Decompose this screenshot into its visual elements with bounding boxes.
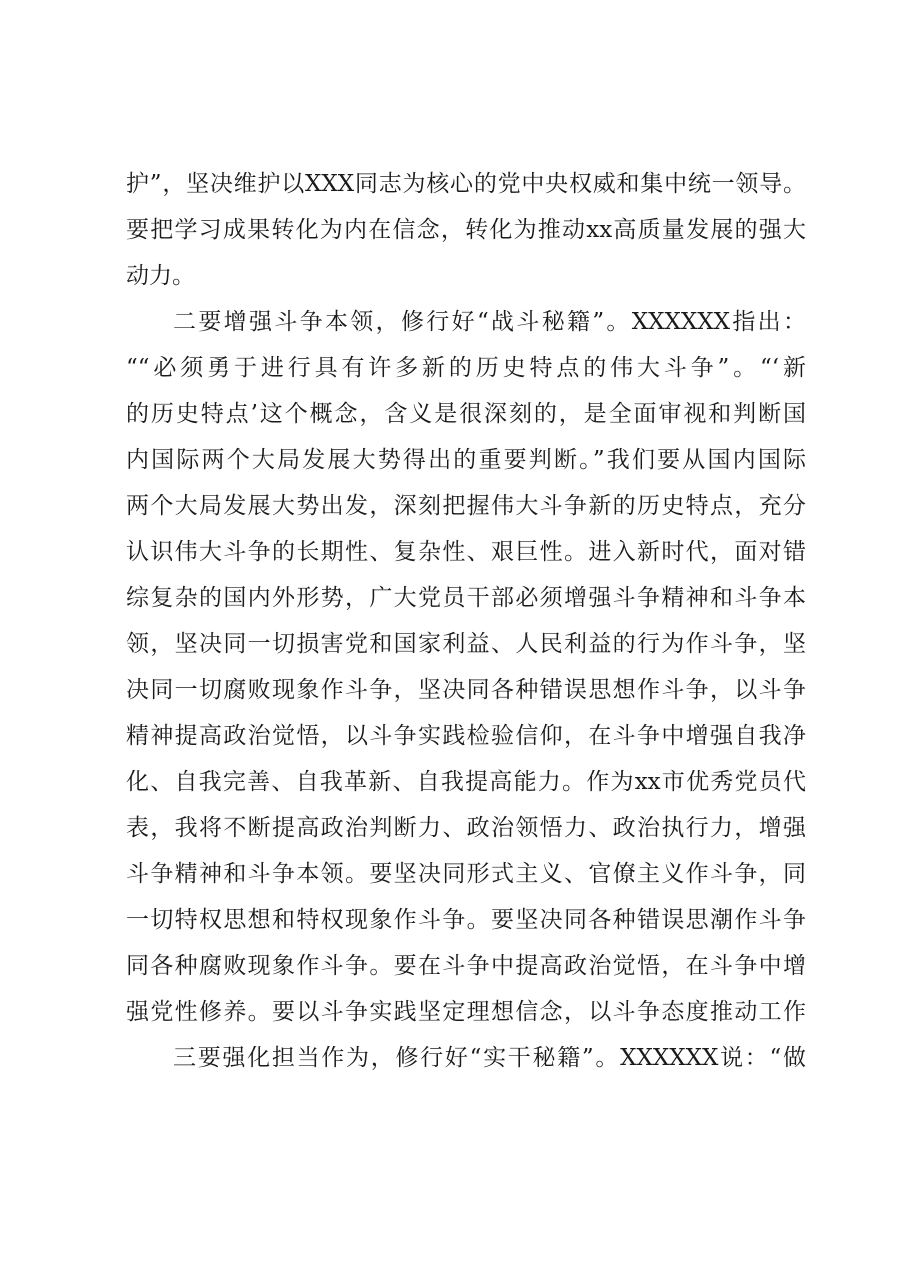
- text-line: 要把学习成果转化为内在信念，转化为推动xx高质量发展的强大: [126, 217, 806, 243]
- text-line: 认识伟大斗争的长期性、复杂性、艰巨性。进入新时代，面对错: [126, 539, 806, 565]
- paragraph-3-first-line: 三要强化担当作为，修行好“实干秘籍”。XXXXXX说：“做: [173, 1045, 806, 1071]
- text-line: ““必须勇于进行具有许多新的历史特点的伟大斗争”。“‘新: [126, 355, 806, 381]
- text-line: 综复杂的国内外形势，广大党员干部必须增强斗争精神和斗争本: [126, 585, 806, 611]
- text-line: 两个大局发展大势出发，深刻把握伟大斗争新的历史特点，充分: [126, 493, 806, 519]
- text-line: 的历史特点’这个概念，含义是很深刻的，是全面审视和判断国: [126, 401, 806, 427]
- text-line: 化、自我完善、自我革新、自我提高能力。作为xx市优秀党员代: [126, 769, 806, 795]
- text-line: 表，我将不断提高政治判断力、政治领悟力、政治执行力，增强: [126, 815, 806, 841]
- text-line: 护”，坚决维护以XXX同志为核心的党中央权威和集中统一领导。: [126, 171, 806, 197]
- text-line: 内国际两个大局发展大势得出的重要判断。”我们要从国内国际: [126, 447, 806, 473]
- text-line: 动力。: [126, 263, 195, 289]
- text-line: 领，坚决同一切损害党和国家利益、人民利益的行为作斗争，坚: [126, 631, 806, 657]
- text-line: 决同一切腐败现象作斗争，坚决同各种错误思想作斗争，以斗争: [126, 677, 806, 703]
- paragraph-2-first-line: 二要增强斗争本领，修行好“战斗秘籍”。XXXXXX指出：: [173, 309, 806, 335]
- text-line: 同各种腐败现象作斗争。要在斗争中提高政治觉悟，在斗争中增: [126, 953, 806, 979]
- text-line: 强党性修养。要以斗争实践坚定理想信念，以斗争态度推动工作: [126, 999, 806, 1025]
- text-line: 斗争精神和斗争本领。要坚决同形式主义、官僚主义作斗争，同: [126, 861, 806, 887]
- text-line: 一切特权思想和特权现象作斗争。要坚决同各种错误思潮作斗争: [126, 907, 806, 933]
- text-line: 精神提高政治觉悟，以斗争实践检验信仰，在斗争中增强自我净: [126, 723, 806, 749]
